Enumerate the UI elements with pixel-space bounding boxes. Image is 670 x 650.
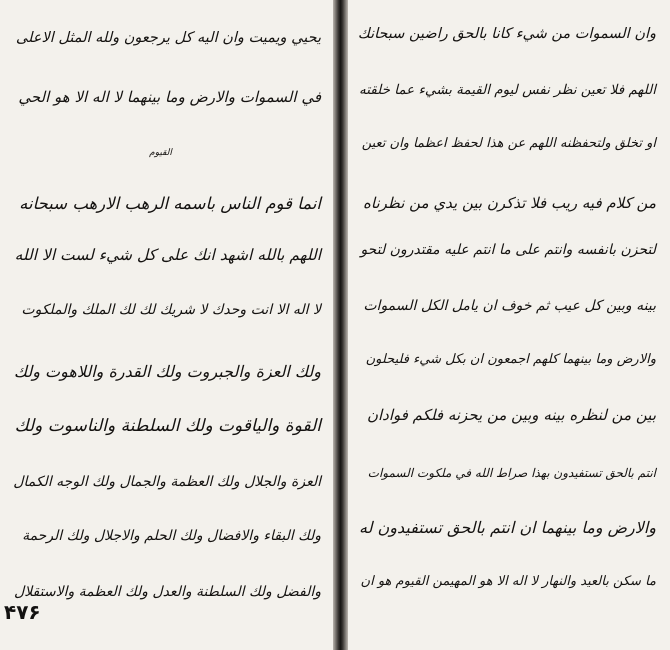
manuscript-line: لا اله الا انت وحدك لا شريك لك لك الملك والملكوت: [21, 302, 321, 318]
manuscript-line: والفضل ولك السلطنة والعدل ولك العظمة والاستقلال: [14, 584, 321, 600]
manuscript-line: ولك العزة والجبروت ولك القدرة واللاهوت ولك: [13, 362, 321, 381]
manuscript-line: اللهم فلا تعين نظر نفس ليوم القيمة بشيء عما خلقته: [358, 82, 656, 98]
manuscript-line: وان السموات من شيء كانا بالحق راضين سبحانك: [357, 26, 656, 42]
page-number: ۴۷۶: [4, 600, 41, 624]
manuscript-line: اللهم بالله اشهد انك على كل شيء لست الا الله: [14, 246, 321, 264]
manuscript-line: في السموات والارض وما بينهما لا اله الا هو الحي: [18, 88, 321, 106]
manuscript-line: لتحزن بانفسه وانتم على ما انتم عليه مقتدرون لتحو: [360, 242, 656, 258]
manuscript-line: انتم بالحق تستفيدون بهذا صراط الله في ملكوت السموات: [367, 466, 656, 480]
book-gutter: [333, 0, 348, 650]
manuscript-line: ما سكن بالعيد والنهار لا اله الا هو المهيمن القيوم هو ان: [360, 574, 656, 589]
manuscript-line: ولك البقاء والافضال ولك الحلم والاجلال ولك الرحمة: [22, 528, 321, 544]
manuscript-line: من كلام فيه ريب فلا تذكرن بين يدي من نظرناه: [363, 194, 656, 212]
manuscript-line: العزة والجلال ولك العظمة والجمال ولك الوجه الكمال: [13, 474, 321, 490]
manuscript-line: والارض وما بينهما كلهم اجمعون ان بكل شيء فليحلون: [365, 352, 656, 367]
manuscript-line: والارض وما بينهما ان انتم بالحق تستفيدون له: [359, 518, 656, 537]
manuscript-line: انما قوم الناس باسمه الرهب الارهب سبحانه: [19, 194, 321, 213]
manuscript-line: بين من لنظره بينه وبين من يحزنه فلكم فوادان: [366, 406, 656, 424]
section-heading: القيوم: [149, 148, 172, 158]
left-page: [0, 0, 333, 650]
right-page: [348, 0, 670, 650]
manuscript-line: او تخلق ولتحفظنه اللهم عن هذا لحفظ اعظما وان تعين: [361, 136, 656, 151]
manuscript-line: يحيي ويميت وان اليه كل يرجعون ولله المثل الاعلى: [15, 30, 321, 46]
manuscript-line: القوة والياقوت ولك السلطنة والناسوت ولك: [14, 416, 321, 436]
manuscript-line: بينه وبين كل عيب ثم خوف ان يامل الكل السموات: [363, 298, 656, 314]
